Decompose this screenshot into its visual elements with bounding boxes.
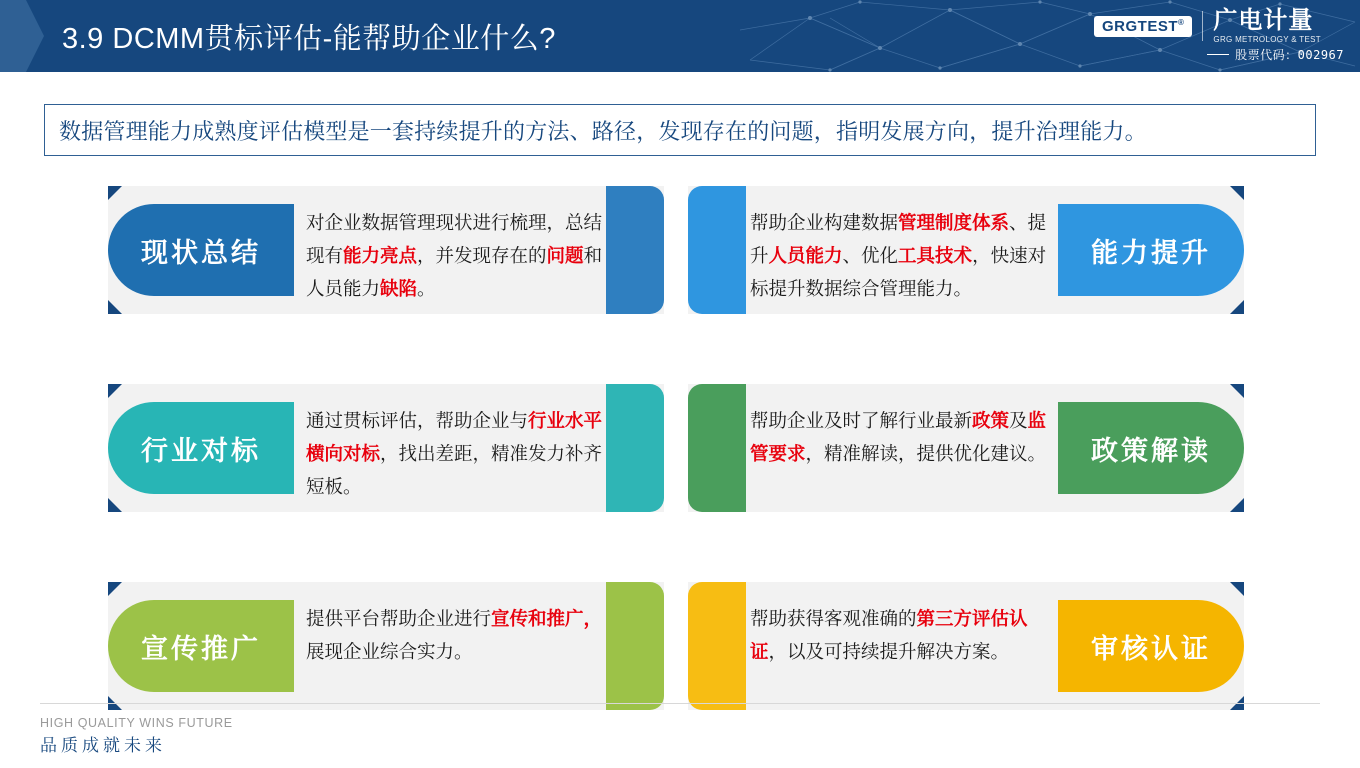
card-accent-block (606, 384, 664, 512)
footer-chinese-slogan: 品质成就未来 (40, 736, 166, 755)
benefit-card-status-summary[interactable] (108, 186, 664, 314)
card-row-3 (108, 582, 1244, 710)
card-label: 现状总结 (108, 204, 294, 296)
benefit-card-policy-interpretation[interactable] (688, 384, 1244, 512)
card-accent-block (688, 384, 746, 512)
card-accent-block (606, 186, 664, 314)
footer-english-slogan: HIGH QUALITY WINS FUTURE (40, 716, 233, 730)
page-title: 3.9 DCMM贯标评估-能帮助企业什么? (62, 23, 556, 55)
logo-badge-text: GRGTEST® (1094, 16, 1192, 37)
card-label: 政策解读 (1058, 402, 1244, 494)
footer-divider (40, 703, 1320, 704)
benefit-card-industry-benchmarking[interactable] (108, 384, 664, 512)
card-body-text: 帮助获得客观准确的第三方评估认证，以及可持续提升解决方案。 (750, 608, 1028, 662)
card-accent-block (688, 186, 746, 314)
benefit-card-audit-certification[interactable] (688, 582, 1244, 710)
stock-value: 002967 (1297, 47, 1344, 62)
summary-banner (44, 104, 1316, 156)
logo-english-name: GRG METROLOGY & TEST (1213, 34, 1321, 44)
logo-chinese-name: 广电计量 (1213, 7, 1314, 35)
stock-code (1094, 46, 1344, 63)
card-accent-block (606, 582, 664, 710)
dash-icon (1207, 54, 1229, 55)
brand-logo (1094, 7, 1344, 64)
benefit-cards-grid (108, 186, 1244, 710)
slide-header (0, 0, 1360, 72)
card-label: 审核认证 (1058, 600, 1244, 692)
card-body-text: 对企业数据管理现状进行梳理，总结现有能力亮点，并发现存在的问题和人员能力缺陷。 (306, 212, 603, 299)
card-body-text: 提供平台帮助企业进行宣传和推广，展现企业综合实力。 (306, 608, 603, 662)
stock-label: 股票代码： (1235, 48, 1298, 62)
card-label: 行业对标 (108, 402, 294, 494)
card-body-text: 通过贯标评估，帮助企业与行业水平横向对标，找出差距，精准发力补齐短板。 (306, 410, 603, 497)
card-body-text: 帮助企业及时了解行业最新政策及监管要求，精准解读，提供优化建议。 (750, 410, 1047, 464)
card-label: 能力提升 (1058, 204, 1244, 296)
card-accent-block (688, 582, 746, 710)
trademark-icon: ® (1178, 17, 1185, 27)
benefit-card-capability-improvement[interactable] (688, 186, 1244, 314)
card-label: 宣传推广 (108, 600, 294, 692)
card-body-text: 帮助企业构建数据管理制度体系、提升人员能力、优化工具技术，快速对标提升数据综合管理能力。 (750, 212, 1047, 299)
summary-banner-text: 数据管理能力成熟度评估模型是一套持续提升的方法、路径，发现存在的问题，指明发展方向，提升治理能力。 (59, 118, 1147, 144)
header-arrow-shape (0, 0, 44, 72)
card-row-1 (108, 186, 1244, 314)
benefit-card-promotion[interactable] (108, 582, 664, 710)
logo-divider (1202, 11, 1203, 41)
card-row-2 (108, 384, 1244, 512)
